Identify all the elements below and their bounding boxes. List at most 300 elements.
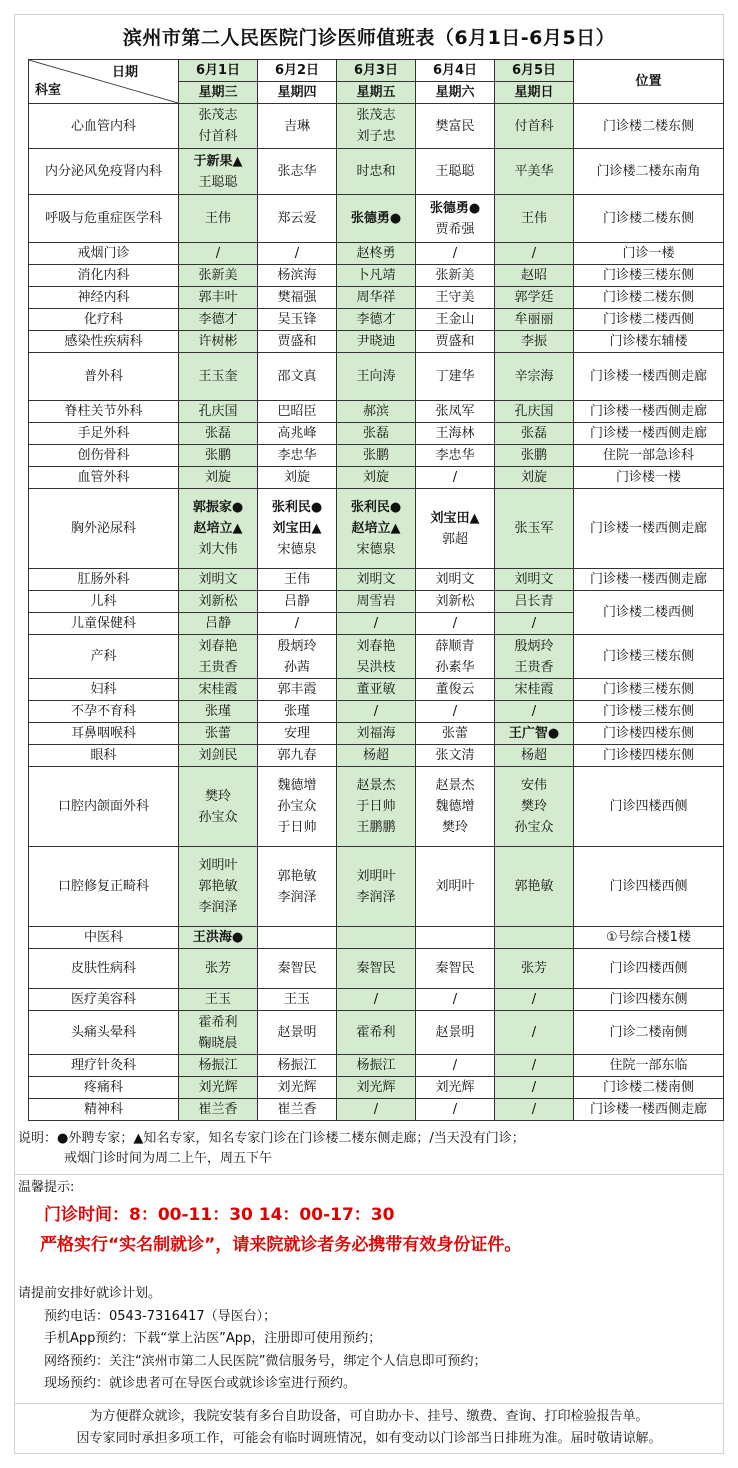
doctor-name: /	[531, 616, 537, 631]
doctor-cell	[179, 195, 258, 243]
doctor-cell	[495, 1011, 574, 1055]
doctor-cell	[258, 445, 337, 467]
divider	[14, 1174, 724, 1175]
doctor-name: 赵景明	[277, 1025, 317, 1040]
doctor-name: 殷炳玲	[277, 638, 317, 654]
doctor-cell	[337, 401, 416, 423]
doctor-cell	[337, 423, 416, 445]
table-row	[29, 401, 724, 423]
doctor-name: 魏德增	[435, 799, 475, 814]
table-row	[29, 1055, 724, 1077]
doctor-cell	[337, 445, 416, 467]
doctor-cell	[179, 149, 258, 195]
doctor-cell	[337, 331, 416, 353]
doctor-name: 王贵香	[198, 659, 238, 675]
doctor-name: 王玉奎	[198, 369, 238, 384]
doctor-name: 刘明叶	[198, 858, 238, 873]
doctor-cell	[416, 309, 495, 331]
doctor-cell	[258, 243, 337, 265]
department-cell: 神经内科	[29, 287, 179, 309]
doctor-name: 刘光辉	[356, 1080, 396, 1095]
doctor-cell	[179, 353, 258, 401]
location-cell: 门诊楼一楼西侧走廊	[574, 423, 724, 445]
doctor-cell	[258, 949, 337, 989]
doctor-cell	[495, 104, 574, 149]
doctor-cell	[337, 679, 416, 701]
legend-notes	[18, 1129, 718, 1169]
department-cell: 化疗科	[29, 309, 179, 331]
doctor-cell	[337, 635, 416, 679]
doctor-cell	[416, 1011, 495, 1055]
location-cell: 住院一部东临	[574, 1055, 724, 1077]
day-weekday-header: 星期六	[416, 82, 495, 104]
day-date-header: 6月5日	[495, 60, 574, 82]
doctor-cell	[495, 353, 574, 401]
doctor-cell	[258, 679, 337, 701]
department-cell: 皮肤性病科	[29, 949, 179, 989]
doctor-name: 张蕾	[204, 726, 231, 741]
location-cell: 门诊楼一楼西侧走廊	[574, 1099, 724, 1121]
doctor-name: /	[373, 704, 379, 719]
doctor-name: /	[531, 1102, 537, 1117]
doctor-cell	[337, 847, 416, 927]
doctor-cell	[337, 989, 416, 1011]
doctor-name: 卜凡靖	[356, 268, 396, 283]
clinic-hours: 门诊时间：8：00-11：30 14：00-17：30	[44, 1205, 395, 1225]
doctor-name: 宋桂霞	[198, 682, 238, 697]
table-row	[29, 195, 724, 243]
doctor-name: 贾盛和	[435, 334, 475, 349]
doctor-name: 刘宝田▲	[272, 521, 322, 536]
doctor-name: /	[531, 246, 537, 261]
doctor-cell	[416, 195, 495, 243]
table-row	[29, 1011, 724, 1055]
doctor-cell	[495, 445, 574, 467]
doctor-name: 刘新松	[198, 594, 238, 609]
doctor-cell	[495, 1055, 574, 1077]
doctor-cell	[495, 591, 574, 613]
doctor-cell	[337, 489, 416, 569]
doctor-cell	[337, 309, 416, 331]
doctor-name: 张利民●	[350, 500, 402, 515]
doctor-cell	[258, 635, 337, 679]
location-cell: 门诊楼一楼西侧走廊	[574, 489, 724, 569]
doctor-cell	[416, 701, 495, 723]
doctor-cell	[416, 401, 495, 423]
department-cell: 内分泌风免疫肾内科	[29, 149, 179, 195]
doctor-cell	[179, 309, 258, 331]
department-cell: 眼科	[29, 745, 179, 767]
doctor-cell	[495, 309, 574, 331]
doctor-cell	[416, 489, 495, 569]
doctor-name: 吕静	[204, 616, 231, 631]
doctor-cell	[495, 635, 574, 679]
doctor-name: 郭九春	[277, 748, 317, 763]
doctor-name: 刘福海	[356, 726, 396, 741]
doctor-name: 王伟	[520, 211, 547, 226]
doctor-name: 杨滨海	[277, 268, 317, 283]
doctor-cell	[416, 287, 495, 309]
table-row	[29, 423, 724, 445]
doctor-name: 张蕾	[441, 726, 468, 741]
doctor-name: 孙素华	[435, 659, 475, 675]
department-cell: 脊柱关节外科	[29, 401, 179, 423]
real-name-notice: 严格实行“实名制就诊”，请来院就诊者务必携带有效身份证件。	[40, 1235, 522, 1255]
doctor-cell	[337, 149, 416, 195]
department-cell: 医疗美容科	[29, 989, 179, 1011]
table-row	[29, 243, 724, 265]
doctor-name: 赵景杰	[435, 778, 475, 793]
doctor-name: 李振	[520, 334, 547, 349]
doctor-name: 刘明文	[514, 572, 554, 587]
doctor-name: 张利民●	[271, 500, 323, 515]
doctor-name: 刘明文	[356, 572, 396, 587]
doctor-name: /	[294, 246, 300, 261]
doctor-cell	[495, 195, 574, 243]
department-cell: 感染性疾病科	[29, 331, 179, 353]
footer-line-1: 为方便群众就诊，我院安装有多台自助设备，可自助办卡、挂号、缴费、查询、打印检验报告单。	[89, 1409, 649, 1424]
department-cell: 创伤骨科	[29, 445, 179, 467]
doctor-name: 吉琳	[283, 118, 310, 134]
doctor-cell	[495, 613, 574, 635]
doctor-cell	[495, 701, 574, 723]
doctor-name: 刘明叶	[435, 879, 475, 894]
doctor-name: 吴玉锋	[277, 312, 317, 327]
doctor-cell	[416, 1099, 495, 1121]
doctor-name: 王伟	[204, 211, 231, 226]
doctor-name: 宋德泉	[277, 542, 317, 557]
doctor-name: 张芳	[520, 961, 547, 976]
table-row	[29, 104, 724, 149]
doctor-cell	[179, 331, 258, 353]
location-cell: 门诊楼四楼东侧	[574, 723, 724, 745]
doctor-name: 王广智●	[508, 726, 560, 741]
doctor-cell	[258, 745, 337, 767]
doctor-cell	[258, 1099, 337, 1121]
day-weekday-header: 星期五	[337, 82, 416, 104]
doctor-cell	[495, 927, 574, 949]
doctor-name: /	[452, 470, 458, 485]
doctor-cell	[179, 445, 258, 467]
doctor-name: 王玉	[204, 992, 231, 1007]
doctor-cell	[179, 1077, 258, 1099]
doctor-cell	[495, 467, 574, 489]
doctor-name: 杨超	[362, 748, 389, 763]
doctor-name: 薛顺青	[435, 638, 475, 654]
department-cell: 不孕不育科	[29, 701, 179, 723]
doctor-cell	[258, 467, 337, 489]
department-cell: 呼吸与危重症医学科	[29, 195, 179, 243]
doctor-cell	[495, 423, 574, 445]
doctor-cell	[416, 989, 495, 1011]
doctor-name: 周华祥	[356, 290, 396, 305]
footer-line-2: 因专家同时承担多项工作，可能会有临时调班情况，如有变动以门诊部当日排班为准。届时敬请谅解。	[76, 1431, 662, 1446]
table-row	[29, 467, 724, 489]
doctor-name: 张德勇●	[429, 200, 481, 216]
doctor-name: 牟丽丽	[514, 312, 554, 327]
doctor-name: 崔兰香	[277, 1102, 317, 1117]
doctor-name: 杨振江	[356, 1058, 396, 1073]
doctor-name: 樊福强	[277, 290, 317, 305]
table-row	[29, 265, 724, 287]
doctor-cell	[495, 331, 574, 353]
doctor-name: 张瑾	[204, 704, 231, 719]
doctor-name: 王聪聪	[435, 164, 475, 179]
table-row	[29, 591, 724, 613]
doctor-cell	[258, 104, 337, 149]
doctor-cell	[495, 1077, 574, 1099]
doctor-cell	[416, 679, 495, 701]
doctor-cell	[179, 767, 258, 847]
doctor-name: 刘剑民	[198, 748, 238, 763]
location-cell: 门诊楼二楼东侧	[574, 287, 724, 309]
doctor-cell	[337, 949, 416, 989]
doctor-cell	[416, 949, 495, 989]
day-date-header: 6月4日	[416, 60, 495, 82]
doctor-name: 郭丰霞	[277, 682, 317, 697]
doctor-cell	[337, 104, 416, 149]
doctor-cell	[179, 489, 258, 569]
doctor-cell	[416, 723, 495, 745]
doctor-name: 樊玲	[520, 799, 547, 814]
doctor-cell	[416, 1055, 495, 1077]
doctor-cell	[337, 287, 416, 309]
doctor-name: 平美华	[514, 164, 554, 179]
doctor-name: 辛宗海	[514, 369, 554, 384]
table-row	[29, 927, 724, 949]
doctor-name: 尹晓迪	[356, 334, 396, 349]
doctor-name: 李润泽	[198, 900, 238, 915]
table-row	[29, 353, 724, 401]
department-cell: 心血管内科	[29, 104, 179, 149]
doctor-name: 郭艳敏	[514, 879, 554, 894]
doctor-name: 刘旋	[362, 470, 389, 485]
doctor-name: 孔庆国	[514, 404, 554, 419]
location-cell: 门诊楼一楼	[574, 467, 724, 489]
doctor-name: 郭丰叶	[198, 290, 238, 305]
doctor-name: 赵景明	[435, 1025, 475, 1040]
doctor-name: 张磊	[520, 426, 547, 441]
doctor-cell	[258, 767, 337, 847]
table-row	[29, 949, 724, 989]
dept-header-label: 科室	[35, 83, 62, 98]
doctor-name: 孙茜	[283, 659, 310, 675]
doctor-cell	[258, 927, 337, 949]
doctor-cell	[495, 767, 574, 847]
doctor-cell	[495, 949, 574, 989]
doctor-name: 刘旋	[283, 470, 310, 485]
department-cell: 肛肠外科	[29, 569, 179, 591]
doctor-cell	[416, 331, 495, 353]
doctor-name: 杨振江	[277, 1058, 317, 1073]
doctor-cell	[416, 591, 495, 613]
footer-notes	[14, 1406, 724, 1450]
doctor-cell	[337, 243, 416, 265]
department-cell: 精神科	[29, 1099, 179, 1121]
doctor-cell	[495, 265, 574, 287]
doctor-name: 杨振江	[198, 1058, 238, 1073]
department-cell: 儿童保健科	[29, 613, 179, 635]
doctor-name: 樊玲	[441, 820, 468, 835]
doctor-cell	[179, 1099, 258, 1121]
location-cell: 门诊四楼西侧	[574, 847, 724, 927]
day-date-header: 6月3日	[337, 60, 416, 82]
doctor-name: 贾希强	[435, 221, 475, 237]
doctor-name: 张鹏	[204, 448, 231, 463]
warm-tips	[18, 1178, 718, 1260]
doctor-cell	[258, 489, 337, 569]
doctor-name: /	[373, 1102, 379, 1117]
doctor-name: 刘旋	[520, 470, 547, 485]
doctor-name: 李忠华	[435, 448, 475, 463]
doctor-cell	[179, 949, 258, 989]
doctor-name: 孙宝众	[514, 820, 554, 835]
doctor-cell	[179, 927, 258, 949]
doctor-name: /	[215, 246, 221, 261]
doctor-name: /	[531, 704, 537, 719]
doctor-cell	[258, 149, 337, 195]
doctor-name: 刘光辉	[277, 1080, 317, 1095]
doctor-cell	[258, 1011, 337, 1055]
doctor-cell	[337, 701, 416, 723]
location-cell: 门诊楼东辅楼	[574, 331, 724, 353]
doctor-cell	[337, 767, 416, 847]
department-cell: 头痛头晕科	[29, 1011, 179, 1055]
doctor-name: 孙宝众	[277, 799, 317, 814]
department-cell: 疼痛科	[29, 1077, 179, 1099]
doctor-name: 刘明文	[435, 572, 475, 587]
doctor-cell	[495, 287, 574, 309]
doctor-cell	[495, 989, 574, 1011]
doctor-cell	[337, 927, 416, 949]
doctor-cell	[258, 265, 337, 287]
table-row	[29, 287, 724, 309]
doctor-cell	[258, 569, 337, 591]
doctor-name: /	[531, 1058, 537, 1073]
table-row	[29, 847, 724, 927]
table-row	[29, 635, 724, 679]
doctor-cell	[258, 309, 337, 331]
doctor-name: /	[452, 1058, 458, 1073]
doctor-cell	[495, 569, 574, 591]
doctor-name: 郝滨	[362, 404, 389, 419]
doctor-name: 王鹏鹏	[356, 820, 396, 835]
department-cell: 口腔修复正畸科	[29, 847, 179, 927]
doctor-cell	[495, 401, 574, 423]
doctor-name: 董俊云	[435, 682, 475, 697]
location-cell: ①号综合楼1楼	[574, 927, 724, 949]
location-cell: 门诊楼三楼东侧	[574, 635, 724, 679]
location-cell: 门诊四楼西侧	[574, 949, 724, 989]
day-weekday-header: 星期四	[258, 82, 337, 104]
doctor-cell	[416, 104, 495, 149]
doctor-name: 李润泽	[356, 889, 396, 905]
department-cell: 妇科	[29, 679, 179, 701]
doctor-cell	[337, 591, 416, 613]
doctor-name: 吕静	[283, 594, 310, 609]
doctor-cell	[258, 847, 337, 927]
tips-heading: 温馨提示:	[18, 1180, 75, 1195]
doctor-name: 孔庆国	[198, 404, 238, 419]
table-row	[29, 767, 724, 847]
booking-phone: 预约电话：0543-7316417（导医台）；	[44, 1308, 277, 1324]
department-cell: 口腔内颌面外科	[29, 767, 179, 847]
day-weekday-header: 星期日	[495, 82, 574, 104]
doctor-name: 殷炳玲	[514, 638, 554, 654]
doctor-cell	[337, 723, 416, 745]
doctor-name: 郭艳敏	[198, 879, 238, 894]
doctor-name: 赵景杰	[356, 778, 396, 793]
location-cell: 门诊楼一楼西侧走廊	[574, 569, 724, 591]
department-cell: 理疗针灸科	[29, 1055, 179, 1077]
doctor-name: /	[373, 992, 379, 1007]
doctor-name: 张茂志	[356, 108, 396, 123]
doctor-name: 安伟	[520, 778, 547, 793]
department-cell: 儿科	[29, 591, 179, 613]
location-header: 位置	[574, 60, 724, 104]
doctor-name: 郭超	[441, 531, 468, 547]
doctor-name: 周雪岩	[356, 594, 396, 609]
doctor-cell	[337, 265, 416, 287]
department-cell: 普外科	[29, 353, 179, 401]
doctor-cell	[258, 723, 337, 745]
doctor-name: /	[452, 246, 458, 261]
doctor-name: 张茂志	[198, 108, 238, 123]
doctor-name: 崔兰香	[198, 1102, 238, 1117]
doctor-cell	[258, 331, 337, 353]
doctor-cell	[258, 591, 337, 613]
table-row	[29, 745, 724, 767]
doctor-cell	[495, 149, 574, 195]
table-row	[29, 679, 724, 701]
table-row	[29, 569, 724, 591]
table-row	[29, 309, 724, 331]
location-cell: 门诊楼三楼东侧	[574, 701, 724, 723]
doctor-cell	[179, 701, 258, 723]
doctor-cell	[179, 1011, 258, 1055]
doctor-name: /	[531, 1080, 537, 1095]
location-cell: 门诊楼二楼东侧	[574, 195, 724, 243]
doctor-name: /	[294, 616, 300, 631]
doctor-cell	[495, 489, 574, 569]
doctor-cell	[179, 989, 258, 1011]
header-row-dates	[29, 60, 724, 82]
doctor-cell	[495, 243, 574, 265]
doctor-cell	[337, 1077, 416, 1099]
location-cell: 门诊楼二楼南侧	[574, 1077, 724, 1099]
doctor-name: 孙宝众	[198, 809, 238, 825]
doctor-name: 刘春艳	[198, 638, 238, 654]
doctor-cell	[179, 635, 258, 679]
doctor-cell	[179, 243, 258, 265]
doctor-name: 刘光辉	[435, 1080, 475, 1095]
doctor-name: 郭艳敏	[277, 868, 317, 884]
booking-intro: 请提前安排好就诊计划。	[18, 1286, 162, 1301]
doctor-name: 董亚敏	[356, 682, 396, 697]
doctor-cell	[179, 1055, 258, 1077]
table-row	[29, 701, 724, 723]
table-row	[29, 723, 724, 745]
doctor-name: 秦智民	[435, 961, 475, 976]
doctor-name: 刘明叶	[356, 868, 396, 884]
table-row	[29, 445, 724, 467]
day-weekday-header: 星期三	[179, 82, 258, 104]
duty-schedule-table	[28, 59, 724, 1121]
doctor-cell	[179, 679, 258, 701]
doctor-name: 付首科	[514, 118, 554, 134]
doctor-name: 张磊	[204, 426, 231, 441]
table-row	[29, 149, 724, 195]
